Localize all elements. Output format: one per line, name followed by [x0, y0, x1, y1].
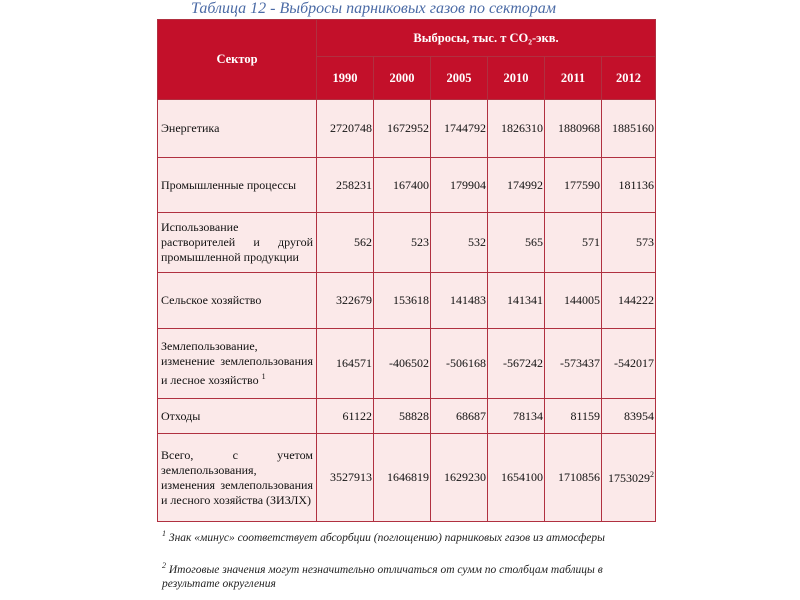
value-cell: 1654100 — [488, 434, 545, 522]
header-year: 2011 — [545, 57, 602, 100]
value-cell: 83954 — [602, 399, 656, 434]
footnote-1 — [162, 527, 662, 545]
value-cell: 179904 — [431, 158, 488, 213]
value-cell — [602, 434, 656, 522]
footnote-text: Знак «минус» соответствует абсорбции (поглощению) парниковых газов из атмосферы — [168, 531, 605, 544]
value-cell: -506168 — [431, 329, 488, 399]
value-cell: 3527913 — [317, 434, 374, 522]
footnote-mark: 1 — [261, 372, 266, 381]
value-cell: 322679 — [317, 273, 374, 329]
value-cell: 68687 — [431, 399, 488, 434]
value-cell: 61122 — [317, 399, 374, 434]
table-row — [158, 100, 656, 158]
sector-cell: Использование растворителей и другой промышленной продукции — [158, 213, 317, 273]
value-cell: 164571 — [317, 329, 374, 399]
footnote-2 — [162, 559, 662, 591]
value-cell: 1744792 — [431, 100, 488, 158]
header-year: 2010 — [488, 57, 545, 100]
header-year: 1990 — [317, 57, 374, 100]
value-cell: 141483 — [431, 273, 488, 329]
value-cell: 144005 — [545, 273, 602, 329]
value-cell: 562 — [317, 213, 374, 273]
value-cell: 144222 — [602, 273, 656, 329]
value-cell: 258231 — [317, 158, 374, 213]
value-cell: 532 — [431, 213, 488, 273]
table-row — [158, 213, 656, 273]
value-cell: -542017 — [602, 329, 656, 399]
sector-cell: Всего, с учетом землепользования, изменения землепользования и лесного хозяйства (ЗИЗЛХ) — [158, 434, 317, 522]
value-cell: 2720748 — [317, 100, 374, 158]
header-year: 2000 — [374, 57, 431, 100]
table-row — [158, 158, 656, 213]
value-cell: -573437 — [545, 329, 602, 399]
value-cell: 1885160 — [602, 100, 656, 158]
value-cell: 1646819 — [374, 434, 431, 522]
value-cell: 181136 — [602, 158, 656, 213]
table-caption: Таблица 12 - Выбросы парниковых газов по секторам — [191, 0, 557, 17]
value-cell: 167400 — [374, 158, 431, 213]
table-row — [158, 273, 656, 329]
value-cell: 153618 — [374, 273, 431, 329]
footnote-mark: 2 — [650, 469, 654, 479]
value-cell: 565 — [488, 213, 545, 273]
value-cell: 174992 — [488, 158, 545, 213]
header-year: 2012 — [602, 57, 656, 100]
value-cell: -406502 — [374, 329, 431, 399]
value-cell: 177590 — [545, 158, 602, 213]
emissions-table — [157, 19, 656, 522]
value-cell: 1629230 — [431, 434, 488, 522]
sector-cell: Энергетика — [158, 100, 317, 158]
sector-label: Землепользование, изменение землепользования и лесное хозяйство — [161, 339, 313, 387]
footnote-mark: 2 — [162, 561, 166, 570]
value-cell: 81159 — [545, 399, 602, 434]
value-cell: 573 — [602, 213, 656, 273]
sector-cell — [158, 329, 317, 399]
value-cell: 1710856 — [545, 434, 602, 522]
value-cell: 1880968 — [545, 100, 602, 158]
sector-cell: Отходы — [158, 399, 317, 434]
sector-cell: Сельское хозяйство — [158, 273, 317, 329]
value-cell: 523 — [374, 213, 431, 273]
footnote-mark: 1 — [162, 529, 166, 538]
footnote-text: Итоговые значения могут незначительно отличаться от сумм по столбцам таблицы в результате округления — [162, 563, 603, 590]
value-cell: 141341 — [488, 273, 545, 329]
total-value: 1753029 — [608, 470, 650, 485]
header-year: 2005 — [431, 57, 488, 100]
value-cell: 1826310 — [488, 100, 545, 158]
header-emissions: Выбросы, тыс. т CO₂-экв. — [317, 20, 656, 57]
value-cell: 78134 — [488, 399, 545, 434]
value-cell: 571 — [545, 213, 602, 273]
value-cell: 58828 — [374, 399, 431, 434]
table-row — [158, 329, 656, 399]
value-cell: -567242 — [488, 329, 545, 399]
header-sector: Сектор — [158, 20, 317, 100]
table-row — [158, 399, 656, 434]
table-row-total — [158, 434, 656, 522]
value-cell: 1672952 — [374, 100, 431, 158]
sector-cell: Промышленные процессы — [158, 158, 317, 213]
